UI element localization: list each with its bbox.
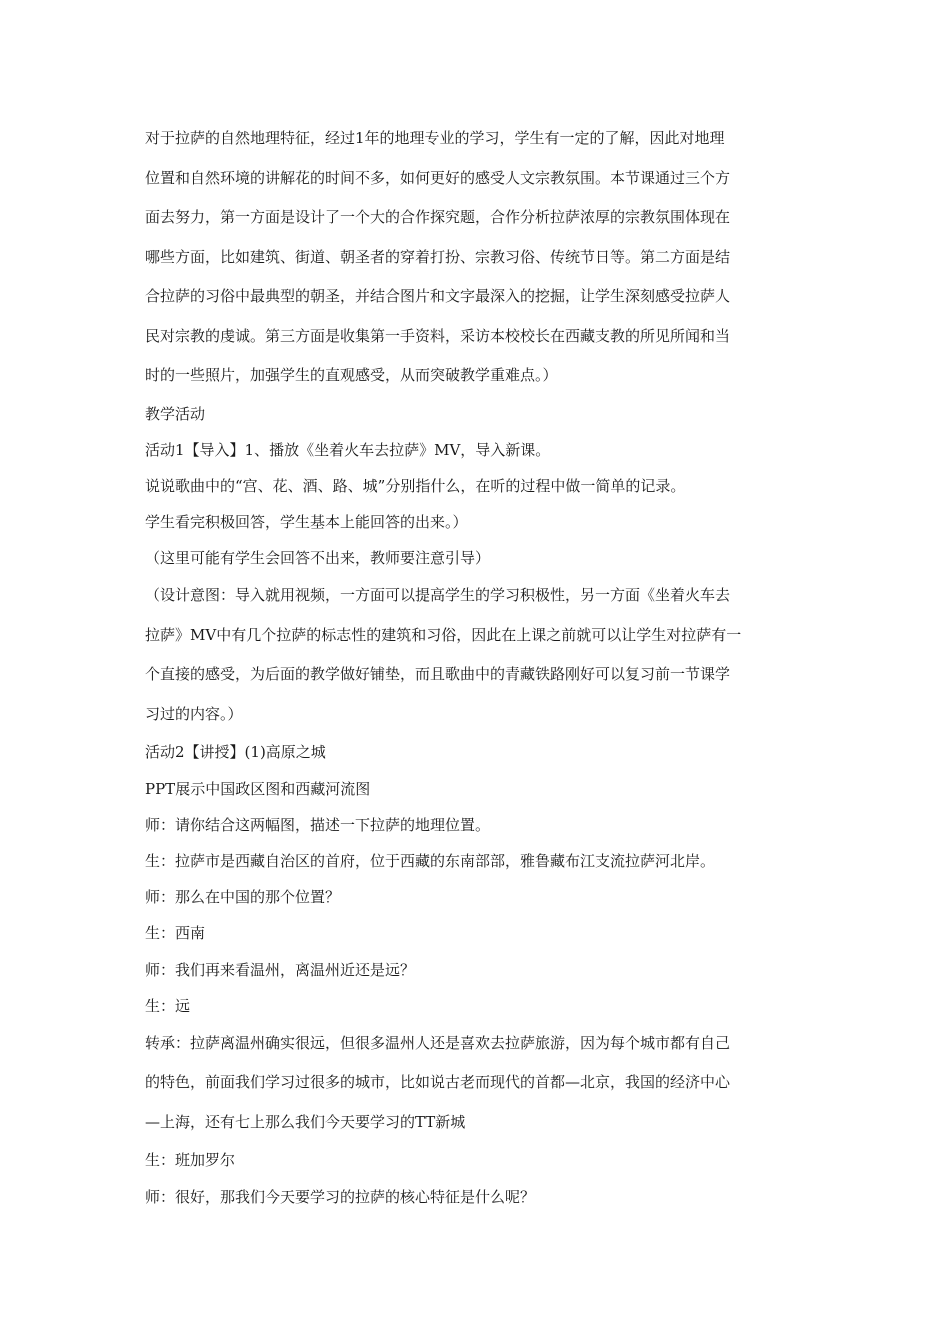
dialogue-line: 生：远 [145,996,191,1015]
paragraph-design-rationale [145,119,811,396]
text-line: 位置和自然环境的讲解花的时间不多，如何更好的感受人文宗教氛围。本节课通过三个方 [145,168,731,187]
text-line: 说说歌曲中的“宫、花、酒、路、城”分别指什么，在听的过程中做一简单的记录。 [145,476,686,495]
text-line: （设计意图：导入就用视频，一方面可以提高学生的学习积极性，另一方面《坐着火车去 [145,586,731,605]
text-line: PPT展示中国政区图和西藏河流图 [145,779,371,798]
text-line: 学生看完积极回答，学生基本上能回答的出来。） [145,513,468,532]
document-body [145,119,811,1215]
text-line: 对于拉萨的自然地理特征，经过1年的地理专业的学习，学生有一定的了解，因此对地理 [145,129,725,147]
text-line: 民对宗教的虔诚。第三方面是收集第一手资料，采访本校校长在西藏支教的所见所闻和当 [145,326,731,345]
text-line: —上海，还有七上那么我们今天要学习的TT新城 [145,1112,466,1131]
activity-heading: 活动2【讲授】(1)高原之城 [145,743,326,762]
text-line: 习过的内容。） [145,704,243,723]
text-line: 合拉萨的习俗中最典型的朝圣，并结合图片和文字最深入的挖掘，让学生深刻感受拉萨人 [145,287,731,305]
text-line: （这里可能有学生会回答不出来，教师要注意引导） [145,549,491,568]
activity-heading: 活动1【导入】1、播放《坐着火车去拉萨》MV，导入新课。 [145,440,551,459]
text-line: 拉萨》MV中有几个拉萨的标志性的建筑和习俗，因此在上课之前就可以让学生对拉萨有一 [145,625,742,644]
section-heading: 教学活动 [145,404,206,423]
text-line: 个直接的感受，为后面的教学做好铺垫，而且歌曲中的青藏铁路刚好可以复习前一节课学 [145,665,731,684]
dialogue-line: 师：那么在中国的那个位置？ [145,888,341,907]
dialogue-line: 生：班加罗尔 [145,1151,236,1170]
text-line: 哪些方面，比如建筑、街道、朝圣者的穿着打扮、宗教习俗、传统节日等。第二方面是结 [145,247,731,266]
paragraph-transition [145,1024,811,1143]
text-line: 时的一些照片，加强学生的直观感受，从而突破教学重难点。） [145,366,558,384]
text-line: 转承：拉萨离温州确实很远，但很多温州人还是喜欢去拉萨旅游，因为每个城市都有自己 [145,1033,731,1052]
dialogue-line: 师：很好，那我们今天要学习的拉萨的核心特征是什么呢？ [145,1187,536,1206]
dialogue-line: 师：我们再来看温州，离温州近还是远？ [145,960,416,979]
paragraph-design-intent [145,576,811,734]
text-line: 的特色，前面我们学习过很多的城市，比如说古老而现代的首都—北京，我国的经济中心 [145,1073,731,1092]
dialogue-line: 生：西南 [145,924,206,943]
text-line: 面去努力，第一方面是设计了一个大的合作探究题，合作分析拉萨浓厚的宗教氛围体现在 [145,208,731,226]
dialogue-line: 生：拉萨市是西藏自治区的首府，位于西藏的东南部部，雅鲁藏布江支流拉萨河北岸。 [145,852,716,870]
dialogue-line: 师：请你结合这两幅图，描述一下拉萨的地理位置。 [145,815,491,834]
